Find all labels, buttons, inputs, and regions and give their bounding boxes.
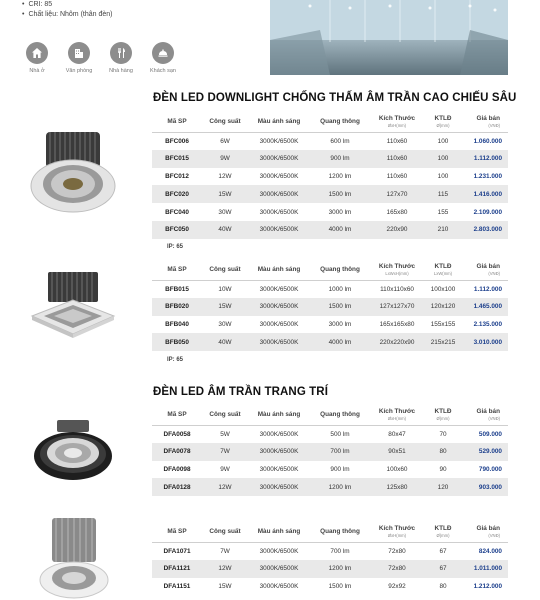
table-row <box>152 185 508 203</box>
light-color-cell: 3000K/6500K <box>259 172 299 180</box>
col-code: Mã SP <box>152 112 202 132</box>
product-code-cell: DFA0128 <box>152 478 202 496</box>
table-row <box>152 478 508 496</box>
product-image-bfb <box>28 266 118 346</box>
table-header-row <box>152 260 508 280</box>
product-code-cell: BFB050 <box>152 333 202 351</box>
dimensions-cell: 72x80 <box>388 547 406 555</box>
cutout-cell: 80 <box>439 582 447 590</box>
price-cell: 1.212.000 <box>473 582 502 590</box>
table-row <box>152 168 508 186</box>
ip-rating: IP: 65 <box>167 357 184 363</box>
dimensions-cell: 92x92 <box>388 582 406 590</box>
application-label: Văn phòng <box>65 68 93 74</box>
product-code-cell: BFC015 <box>152 150 202 168</box>
cutout-cell: 155 <box>437 208 449 216</box>
price-cell: 2.135.000 <box>473 320 502 328</box>
col-lumen: Quang thông <box>310 112 370 132</box>
price-cell: 2.109.000 <box>473 208 502 216</box>
cutout-cell: 100 <box>437 172 449 180</box>
product-code-cell: DFA0058 <box>163 430 191 438</box>
dimensions-cell: 127x127x70 <box>370 298 424 316</box>
product-code-cell: BFB040 <box>165 320 189 328</box>
spec-cri: • CRI: 85 <box>22 0 113 10</box>
lumen-cell: 700 lm <box>310 443 370 461</box>
table-row <box>152 132 508 150</box>
lumen-cell: 1000 lm <box>328 285 352 293</box>
lumen-cell: 1500 lm <box>310 298 370 316</box>
light-color-cell: 3000K/6500K <box>259 137 299 145</box>
col-price: Giá bán (VNĐ) <box>462 522 508 542</box>
product-code-cell: BFB020 <box>152 298 202 316</box>
power-cell: 7W <box>220 547 230 555</box>
col-cut: KTLĐ Ø(mm) <box>424 522 462 542</box>
power-cell: 40W <box>202 333 248 351</box>
dimensions-cell: 220x220x90 <box>370 333 424 351</box>
power-cell: 12W <box>202 478 248 496</box>
table-header-row <box>152 405 508 425</box>
price-cell: 2.803.000 <box>462 221 508 239</box>
cutout-cell: 115 <box>424 185 462 203</box>
table-row <box>152 560 508 578</box>
price-cell: 509.000 <box>478 430 502 438</box>
table-row <box>152 461 508 479</box>
table-dfa0 <box>152 405 508 496</box>
col-power: Công suất <box>202 112 248 132</box>
section-title-downlight: ĐÈN LED DOWNLIGHT CHỐNG THẤM ÂM TRẦN CAO CHIẾU SÂU <box>153 92 517 104</box>
spec-list <box>22 0 113 20</box>
dimensions-cell: 100x60 <box>386 465 408 473</box>
cutout-cell: 120 <box>424 478 462 496</box>
table-header-row <box>152 522 508 542</box>
price-cell: 1.060.000 <box>473 137 502 145</box>
product-code-cell: BFC020 <box>152 185 202 203</box>
dimensions-cell: 110x110x60 <box>380 285 414 293</box>
table-row <box>152 425 508 443</box>
power-cell: 40W <box>202 221 248 239</box>
ip-rating: IP: 65 <box>167 244 184 250</box>
price-cell: 529.000 <box>462 443 508 461</box>
col-lumen: Quang thông <box>310 405 370 425</box>
dimensions-cell: 110x60 <box>370 150 424 168</box>
col-cut: KTLĐ Ø(mm) <box>424 405 462 425</box>
table-bfb <box>152 260 508 351</box>
lumen-cell: 3000 lm <box>328 208 352 216</box>
house-icon <box>26 42 48 64</box>
price-cell: 1.231.000 <box>473 172 502 180</box>
light-color-cell: 3000K/6500K <box>248 333 310 351</box>
dimensions-cell: 165x165x80 <box>379 320 415 328</box>
application-label: Nhà ở <box>29 68 45 74</box>
power-cell: 9W <box>202 150 248 168</box>
hero-photo <box>270 0 508 75</box>
light-color-cell: 3000K/6500K <box>259 285 299 293</box>
dimensions-cell: 220x90 <box>370 221 424 239</box>
power-cell: 5W <box>220 430 230 438</box>
office-building-icon <box>68 42 90 64</box>
dimensions-cell: 110x60 <box>386 137 408 145</box>
product-code-cell: DFA1121 <box>152 560 202 578</box>
col-power: Công suất <box>202 522 248 542</box>
col-code: Mã SP <box>152 522 202 542</box>
col-lumen: Quang thông <box>310 522 370 542</box>
power-cell: 10W <box>218 285 232 293</box>
col-size: Kích Thước ØxH(mm) <box>370 112 424 132</box>
dimensions-cell: 165x80 <box>386 208 408 216</box>
light-color-cell: 3000K/6500K <box>259 547 299 555</box>
price-cell: 1.416.000 <box>462 185 508 203</box>
product-code-cell: BFC012 <box>165 172 189 180</box>
power-cell: 30W <box>218 208 232 216</box>
table-body <box>152 425 508 496</box>
cutout-cell: 210 <box>424 221 462 239</box>
price-cell: 1.112.000 <box>473 285 502 293</box>
dimensions-cell: 90x51 <box>370 443 424 461</box>
power-cell: 6W <box>220 137 230 145</box>
col-code: Mã SP <box>152 405 202 425</box>
cutout-cell: 70 <box>439 430 447 438</box>
col-color: Màu ánh sáng <box>248 260 310 280</box>
price-cell: 1.011.000 <box>462 560 508 578</box>
light-color-cell: 3000K/6500K <box>248 560 310 578</box>
spec-material: • Chất liệu: Nhôm (thân đèn) <box>22 10 113 20</box>
light-color-cell: 3000K/6500K <box>259 430 299 438</box>
lumen-cell: 500 lm <box>330 430 350 438</box>
col-cut: KTLĐ LxW(mm) <box>424 260 462 280</box>
light-color-cell: 3000K/6500K <box>259 582 299 590</box>
col-price: Giá bán (VNĐ) <box>462 112 508 132</box>
light-color-cell: 3000K/6500K <box>248 478 310 496</box>
lumen-cell: 4000 lm <box>310 333 370 351</box>
light-color-cell: 3000K/6500K <box>259 320 299 328</box>
cutout-cell: 90 <box>439 465 447 473</box>
col-power: Công suất <box>202 260 248 280</box>
dimensions-cell: 80x47 <box>388 430 406 438</box>
col-color: Màu ánh sáng <box>248 112 310 132</box>
power-cell: 15W <box>202 298 248 316</box>
lumen-cell: 1200 lm <box>310 560 370 578</box>
application-label: Khách sạn <box>150 68 176 74</box>
light-color-cell: 3000K/6500K <box>248 150 310 168</box>
product-code-cell: BFC040 <box>165 208 189 216</box>
light-color-cell: 3000K/6500K <box>248 298 310 316</box>
col-size: Kích Thước LxWxH(mm) <box>370 260 424 280</box>
lumen-cell: 900 lm <box>330 465 350 473</box>
price-cell: 1.112.000 <box>462 150 508 168</box>
cutout-cell: 155x155 <box>430 320 456 328</box>
light-color-cell: 3000K/6500K <box>259 208 299 216</box>
application-hotel <box>148 42 178 74</box>
table-row <box>152 203 508 221</box>
product-code-cell: BFC050 <box>152 221 202 239</box>
cutout-cell: 80 <box>424 443 462 461</box>
product-code-cell: DFA1071 <box>163 547 191 555</box>
table-body <box>152 542 508 595</box>
power-cell: 7W <box>202 443 248 461</box>
table-row <box>152 578 508 596</box>
light-color-cell: 3000K/6500K <box>248 443 310 461</box>
table-row <box>152 443 508 461</box>
section-title-decorative: ĐÈN LED ÂM TRẦN TRANG TRÍ <box>153 386 328 398</box>
application-icons <box>22 42 178 74</box>
application-office <box>64 42 94 74</box>
table-body <box>152 132 508 239</box>
col-power: Công suất <box>202 405 248 425</box>
product-code-cell: DFA0078 <box>152 443 202 461</box>
product-image-bfc <box>28 128 118 216</box>
lumen-cell: 900 lm <box>310 150 370 168</box>
table-bfc <box>152 112 508 239</box>
restaurant-icon <box>110 42 132 64</box>
price-cell: 824.000 <box>478 547 502 555</box>
price-cell: 790.000 <box>478 465 502 473</box>
power-cell: 12W <box>202 560 248 578</box>
power-cell: 12W <box>218 172 232 180</box>
col-color: Màu ánh sáng <box>248 522 310 542</box>
table-dfa1 <box>152 522 508 595</box>
cutout-cell: 100x100 <box>430 285 456 293</box>
col-price: Giá bán (VNĐ) <box>462 405 508 425</box>
hotel-icon <box>152 42 174 64</box>
dimensions-cell: 72x80 <box>370 560 424 578</box>
dimensions-cell: 127x70 <box>370 185 424 203</box>
product-code-cell: BFB015 <box>165 285 189 293</box>
dimensions-cell: 110x60 <box>386 172 408 180</box>
product-code-cell: DFA1151 <box>163 582 191 590</box>
lumen-cell: 4000 lm <box>310 221 370 239</box>
power-cell: 9W <box>220 465 230 473</box>
cutout-cell: 215x215 <box>424 333 462 351</box>
power-cell: 15W <box>218 582 232 590</box>
price-cell: 903.000 <box>462 478 508 496</box>
col-cut: KTLĐ Ø(mm) <box>424 112 462 132</box>
lumen-cell: 3000 lm <box>328 320 352 328</box>
table-header-row <box>152 112 508 132</box>
table-row <box>152 316 508 334</box>
cutout-cell: 67 <box>439 547 447 555</box>
lumen-cell: 600 lm <box>330 137 350 145</box>
price-cell: 1.465.000 <box>462 298 508 316</box>
col-lumen: Quang thông <box>310 260 370 280</box>
lumen-cell: 1200 lm <box>310 478 370 496</box>
cutout-cell: 100 <box>437 137 449 145</box>
light-color-cell: 3000K/6500K <box>259 465 299 473</box>
cutout-cell: 100 <box>424 150 462 168</box>
col-color: Màu ánh sáng <box>248 405 310 425</box>
table-row <box>152 280 508 298</box>
lumen-cell: 1500 lm <box>328 582 352 590</box>
col-size: Kích Thước ØxH(mm) <box>370 405 424 425</box>
cutout-cell: 67 <box>424 560 462 578</box>
product-code-cell: DFA0098 <box>163 465 191 473</box>
dimensions-cell: 125x80 <box>370 478 424 496</box>
table-row <box>152 333 508 351</box>
light-color-cell: 3000K/6500K <box>248 185 310 203</box>
lumen-cell: 1200 lm <box>328 172 352 180</box>
light-color-cell: 3000K/6500K <box>248 221 310 239</box>
application-restaurant <box>106 42 136 74</box>
power-cell: 15W <box>202 185 248 203</box>
product-image-dfa1 <box>38 518 110 600</box>
col-size: Kích Thước ØxH(mm) <box>370 522 424 542</box>
table-row <box>152 298 508 316</box>
application-home <box>22 42 52 74</box>
power-cell: 30W <box>218 320 232 328</box>
col-price: Giá bán (VNĐ) <box>462 260 508 280</box>
product-image-dfa0 <box>32 418 114 484</box>
application-label: Nhà hàng <box>109 68 133 74</box>
lumen-cell: 700 lm <box>330 547 350 555</box>
table-row <box>152 150 508 168</box>
product-code-cell: BFC006 <box>165 137 189 145</box>
table-body <box>152 280 508 351</box>
col-code: Mã SP <box>152 260 202 280</box>
lumen-cell: 1500 lm <box>310 185 370 203</box>
price-cell: 3.010.000 <box>462 333 508 351</box>
table-row <box>152 221 508 239</box>
cutout-cell: 120x120 <box>424 298 462 316</box>
table-row <box>152 542 508 560</box>
